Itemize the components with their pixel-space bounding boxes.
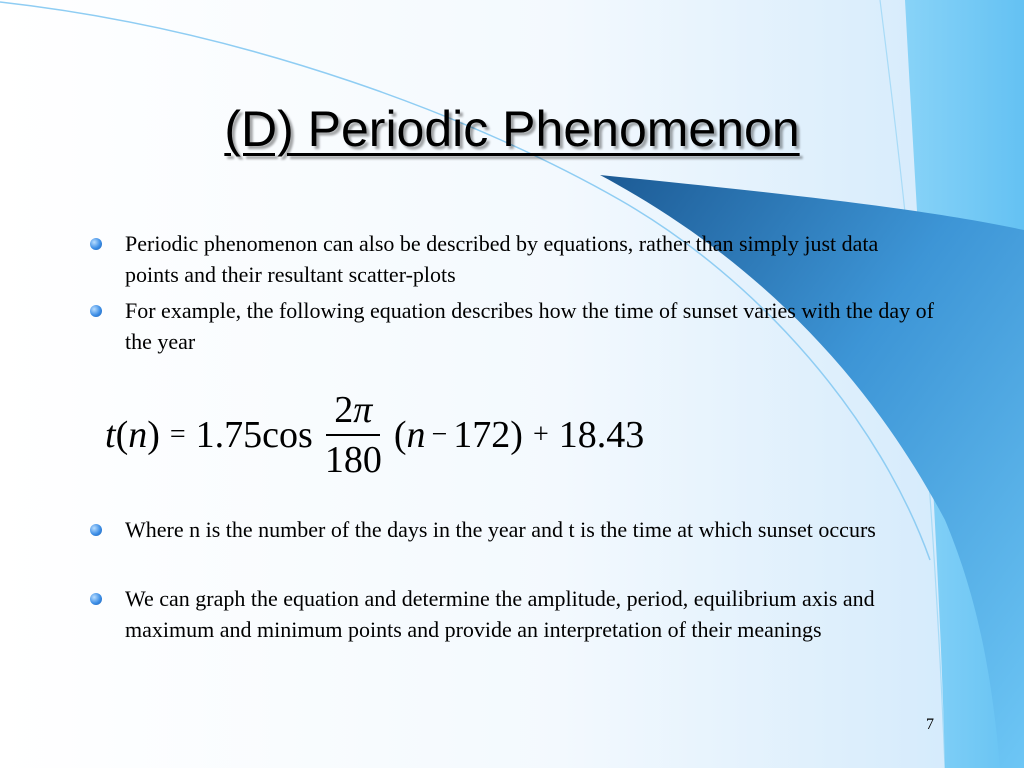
- eq-fraction: [319, 390, 388, 480]
- bullet-item: [125, 514, 935, 545]
- bullet-dot-icon: [90, 305, 102, 317]
- bullet-text: Periodic phenomenon can also be described by equations, rather than simply just data points and their resultant scatter-plots: [125, 231, 879, 287]
- bullet-text: Where n is the number of the days in the year and t is the time at which sunset occurs: [125, 517, 876, 542]
- eq-constant: 18.43: [558, 414, 645, 456]
- eq-shift-variable: n: [406, 414, 426, 456]
- bullet-text: We can graph the equation and determine the amplitude, period, equilibrium axis and maximum and minimum points and provide an interpretation of their meanings: [125, 586, 875, 642]
- eq-shift-value: 172): [453, 414, 523, 456]
- bullet-item: [125, 583, 935, 645]
- eq-open-paren: (: [115, 414, 129, 456]
- bullet-item: [125, 228, 935, 290]
- eq-variable: n: [128, 414, 148, 456]
- bullet-dot-icon: [90, 238, 102, 250]
- eq-fraction-numerator: 2π: [326, 390, 380, 436]
- bullet-dot-icon: [90, 524, 102, 536]
- eq-cos: cos: [262, 414, 313, 456]
- eq-minus: −: [431, 419, 448, 450]
- slide-title: (D) Periodic Phenomenon: [224, 101, 800, 157]
- bullet-item: [125, 295, 935, 357]
- eq-equals: =: [169, 419, 186, 450]
- eq-fraction-denominator: 180: [324, 439, 382, 481]
- eq-shift-open-paren: (: [393, 414, 407, 456]
- sunset-equation: [105, 380, 644, 490]
- bullet-dot-icon: [90, 593, 102, 605]
- page-number: 7: [926, 716, 934, 733]
- eq-close-paren: ): [147, 414, 160, 456]
- eq-function-name: t: [105, 414, 116, 456]
- eq-plus: +: [532, 419, 549, 450]
- eq-amplitude: 1.75: [195, 414, 263, 456]
- bullet-text: For example, the following equation describes how the time of sunset varies with the day of the year: [125, 298, 934, 354]
